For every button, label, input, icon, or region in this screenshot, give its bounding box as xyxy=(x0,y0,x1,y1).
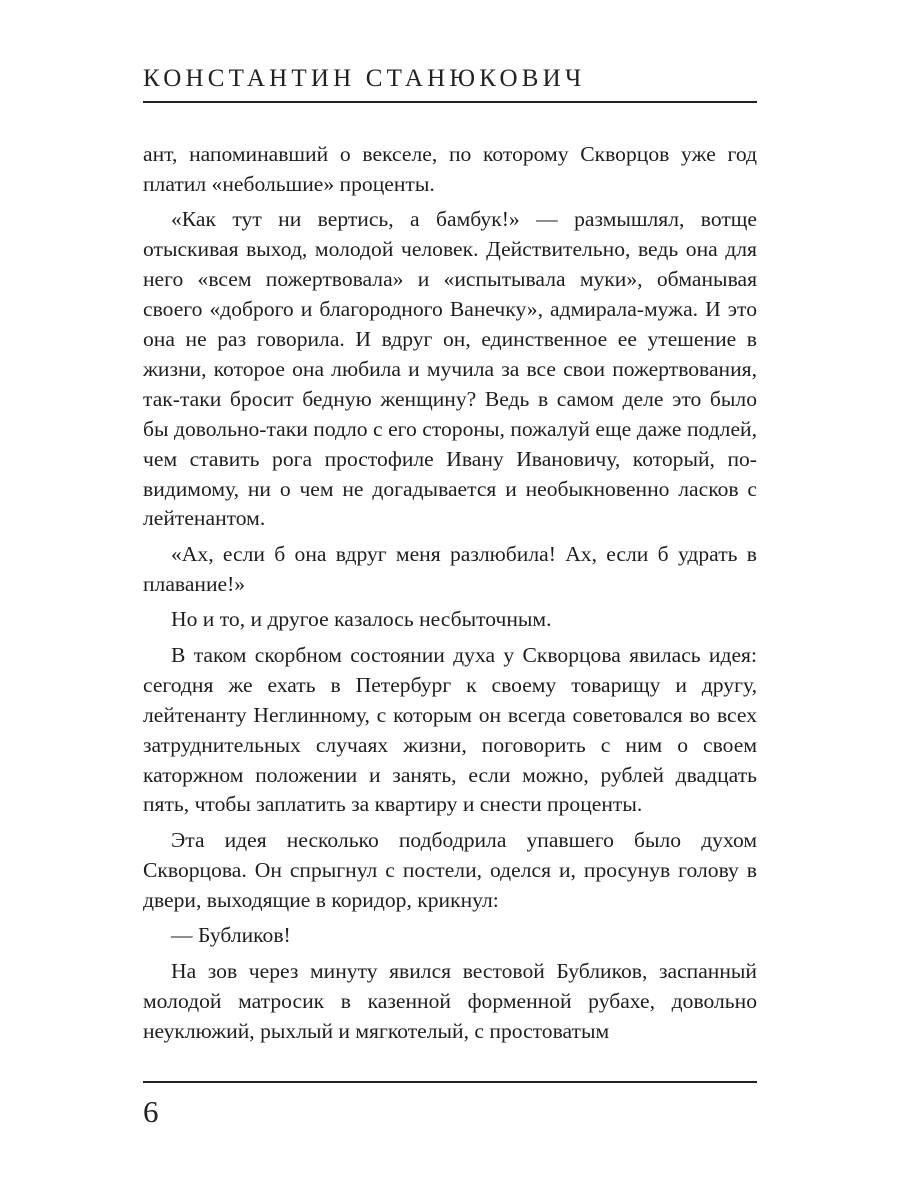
footer-rule xyxy=(143,1081,757,1083)
paragraph: На зов через минуту явился вестовой Бубликов, заспанный молодой матросик в казенной форменной рубахе, довольно неуклюжий, рыхлый и мягкотелый, с простоватым xyxy=(143,958,757,1043)
body-text xyxy=(143,140,757,1052)
header-rule xyxy=(143,101,757,103)
paragraph: Но и то, и другое казалось несбыточным. xyxy=(171,607,552,632)
paragraph: «Ах, если б она вдруг меня разлюбила! Ах, если б удрать в плавание!» xyxy=(143,541,757,596)
running-head-author: КОНСТАНТИН СТАНЮКОВИЧ xyxy=(143,65,586,92)
paragraph-dialogue: — Бубликов! xyxy=(171,923,291,948)
paragraph: Эта идея несколько подбодрила упавшего было духом Скворцова. Он спрыгнул с постели, оделся и, просунув голову в двери, выходящие в коридор, крикнул: xyxy=(143,827,757,912)
paragraph: В таком скорбном состоянии духа у Скворцова явилась идея: сегодня же ехать в Петербург к своему товарищу и другу, лейтенанту Неглинному, с которым он всегда советовался во всех затруднительных случаях жизни, поговорить с ним о своем каторжном положении и занять, если можно, рублей двадцать пять, чтобы заплатить за квартиру и снести проценты. xyxy=(143,642,757,817)
paragraph-continuation: ант, напоминавший о векселе, по которому Скворцов уже год платил «небольшие» проценты. xyxy=(143,142,757,196)
paragraph: «Как тут ни вертись, а бамбук!» — размышлял, вотще отыскивая выход, молодой человек. Действительно, ведь она для него «всем пожертвовала» и «испытывала муки», обманывая своего «доброго и благородного Ванечку», адмирала-мужа. И это она не раз говорила. И вдруг он, единственное ее утешение в жизни, которое она любила и мучила за все свои пожертвования, так-таки бросит бедную женщину? Ведь в самом деле это было бы довольно-таки подло с его стороны, пожалуй еще даже подлей, чем ставить рога простофиле Ивану Ивановичу, который, по-видимому, ни о чем не догадывается и необыкновенно ласков с лейтенантом. xyxy=(143,207,757,531)
page-number: 6 xyxy=(143,1094,159,1129)
